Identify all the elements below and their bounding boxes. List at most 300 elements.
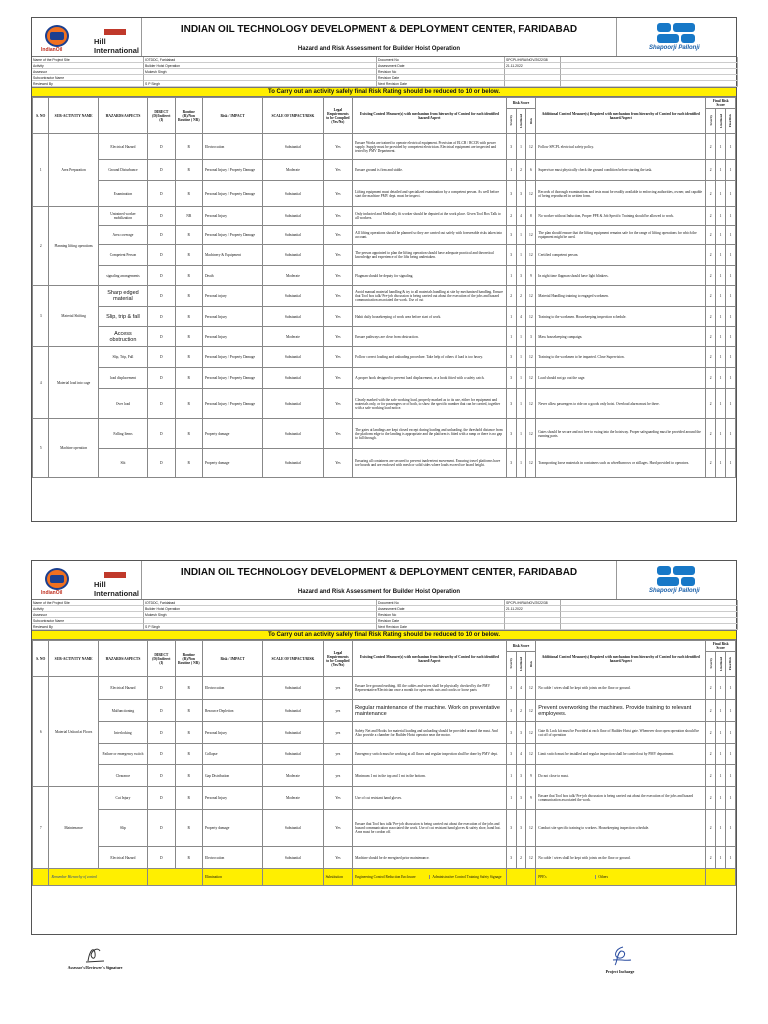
cell-final-severity: 2 [706, 245, 716, 266]
cell-likelihood: 1 [516, 134, 526, 160]
meta-label: Next Revision Date [377, 81, 505, 87]
assessor-signature-icon [80, 945, 110, 963]
cell-routine: R [175, 419, 202, 449]
meta-label: Activity [32, 63, 144, 69]
cell-scale: Substantial [263, 722, 323, 744]
cell-existing-control: Avoid manual material handling & try to all materials handling at site by mechanized handling. Ensure that Tool box talk/ Pre-job discussion is being carried out about the execution of the jobs and hazard communication associated the work. Use of cut [353, 286, 507, 307]
cell-risk-impact: Personal Injury / Property Damage [202, 389, 262, 419]
cell-severity: 3 [506, 245, 516, 266]
cell-risk: 12 [526, 722, 536, 744]
cell-existing-control: Follow correct loading and unloading procedure. Take help of others if load is too heavy. [353, 347, 507, 368]
cell-final-severity: 2 [706, 160, 716, 181]
cell-routine: NR [175, 207, 202, 226]
cell-routine: R [175, 787, 202, 810]
cell-scale: Substantial [263, 134, 323, 160]
cell-final-severity: 2 [706, 810, 716, 847]
cell-scale: Substantial [263, 226, 323, 245]
col-final-risk-value: Final Risk [728, 656, 733, 671]
project-incharge-signature-block [585, 945, 655, 974]
cell-risk-impact: Resource Depletion [202, 700, 262, 722]
col-final-risk: Final Risk Score [706, 98, 736, 109]
cell-additional-control: The plan should ensure that the lifting equipment remains safe for the range of lifting operations for which the equipment might be used. [536, 226, 706, 245]
cell-final-severity: 2 [706, 677, 716, 700]
cell-existing-control: A proper hook designed to prevent load displacement, or a hook fitted with a safety catch. [353, 368, 507, 389]
table-row [33, 266, 736, 286]
cell-routine: R [175, 389, 202, 419]
cell-direct: D [148, 327, 175, 347]
meta-value [505, 81, 561, 87]
cell-hazard: Malfunctioning [98, 700, 147, 722]
col-final-risk: Final Risk Score [706, 641, 736, 652]
col-scale: SCALE OF IMPACT/RISK [263, 641, 323, 677]
cell-final-severity: 2 [706, 307, 716, 327]
meta-label: Subcontractor Name [32, 75, 144, 81]
cell-risk-impact: Electrocution [202, 677, 262, 700]
meta-label: Revision No [377, 612, 505, 618]
shapoorji-logo-icon [657, 23, 695, 45]
cell-final-severity: 2 [706, 765, 716, 787]
cell-hazard: load displacement [98, 368, 147, 389]
meta-label: Reviewed By [32, 624, 144, 630]
cell-hazard: Electrical Hazard [98, 677, 147, 700]
risk-table [32, 640, 736, 886]
cell-final-severity: 2 [706, 327, 716, 347]
cell-risk-impact: Personal Injury / Property Damage [202, 347, 262, 368]
cell-legal: Yes [323, 181, 353, 207]
cell-existing-control: Safety Net and Hooks for material loading and unloading should be provided around the mast. And Also provide a chamber for Builder Hoist operator near the motor. [353, 722, 507, 744]
meta-value: IOTDDC, Faridabad [144, 57, 377, 63]
table-row [33, 787, 736, 810]
cell-hazard: Slit [98, 449, 147, 478]
cell-risk: 12 [526, 847, 536, 869]
meta-value: Builder Hoist Operation [144, 63, 377, 69]
col-risk-score: Risk Score [506, 98, 536, 109]
cell-risk-impact: Personal Injury [202, 307, 262, 327]
cell-final-severity: 2 [706, 347, 716, 368]
col-routine: Routine (R)/Non Routine ( NR) [175, 98, 202, 134]
cell-additional-control: No cable / wires shall be kept with joints on the floor or ground. [536, 847, 706, 869]
cell-legal: Yes [323, 810, 353, 847]
cell-legal: Yes [323, 368, 353, 389]
cell-risk: 12 [526, 744, 536, 765]
cell-sno: 5 [33, 419, 49, 478]
cell-additional-control: Load should not go out the cage. [536, 368, 706, 389]
cell-final-risk: 1 [725, 744, 735, 765]
col-direct: DIRECT (D)/Indirect (I) [148, 641, 175, 677]
table-row [33, 389, 736, 419]
table-row [33, 700, 736, 722]
risk-rating-banner: To Carry out an activity safely final Risk Rating should be reduced to 10 or below. [32, 631, 736, 640]
meta-label: Activity [32, 606, 144, 612]
cell-risk: 3 [526, 327, 536, 347]
shapoorji-logo-icon [657, 566, 695, 588]
cell-risk-impact: Personal Injury / Property Damage [202, 160, 262, 181]
table-row [33, 307, 736, 327]
meta-label: Reviewed By [32, 81, 144, 87]
cell-final-risk: 1 [725, 810, 735, 847]
cell-likelihood: 3 [516, 181, 526, 207]
cell-routine: R [175, 307, 202, 327]
cell-existing-control: Habit daily housekeeping of work area before start of work. [353, 307, 507, 327]
col-sub-activity: SUB-ACTIVITY NAME [49, 641, 98, 677]
cell-routine: R [175, 134, 202, 160]
cell-final-severity: 2 [706, 722, 716, 744]
cell-severity: 3 [506, 389, 516, 419]
cell-scale: Substantial [263, 368, 323, 389]
contractor-logo [616, 18, 736, 56]
cell-severity: 1 [506, 327, 516, 347]
cell-likelihood: 2 [516, 286, 526, 307]
cell-sno: 2 [33, 207, 49, 286]
meta-value [505, 624, 561, 630]
cell-final-risk: 1 [725, 765, 735, 787]
cell-likelihood: 1 [516, 347, 526, 368]
cell-additional-control: Mass housekeeping campaign. [536, 327, 706, 347]
cell-additional-control: Prevent overworking the machines. Provide training to relevant employees. [536, 700, 706, 722]
cell-final-severity: 2 [706, 181, 716, 207]
cell-routine: R [175, 449, 202, 478]
sheet-title: INDIAN OIL TECHNOLOGY DEVELOPMENT & DEPLOYMENT CENTER, FARIDABAD [180, 24, 578, 35]
cell-scale: Substantial [263, 810, 323, 847]
cell-final-risk: 1 [725, 347, 735, 368]
cell-risk-impact: Electrocution [202, 134, 262, 160]
cell-final-risk: 1 [725, 722, 735, 744]
cell-legal: yes [323, 744, 353, 765]
cell-direct: D [148, 389, 175, 419]
cell-routine: R [175, 700, 202, 722]
cell-final-risk: 1 [725, 847, 735, 869]
col-legal: Legal Requirements to be Complied (Yes/No) [323, 641, 353, 677]
cell-additional-control: Gate & Lock kit must be Provided at each floor of Builder Hoist gate. Whenever door open operation should be cut off of operation [536, 722, 706, 744]
cell-likelihood: 1 [516, 327, 526, 347]
cell-routine: R [175, 722, 202, 744]
cell-scale: Substantial [263, 847, 323, 869]
table-row [33, 160, 736, 181]
table-row [33, 810, 736, 847]
col-scale: SCALE OF IMPACT/RISK [263, 98, 323, 134]
cell-routine: R [175, 266, 202, 286]
cell-legal: Yes [323, 787, 353, 810]
cell-legal: Yes [323, 226, 353, 245]
cell-final-risk: 1 [725, 266, 735, 286]
col-severity: Severity [509, 658, 514, 669]
cell-hazard: Competent Person [98, 245, 147, 266]
cell-legal: Yes [323, 207, 353, 226]
cell-hazard: Interlocking [98, 722, 147, 744]
cell-legal: Yes [323, 347, 353, 368]
cell-additional-control: Follow SPCPL electrical safety policy. [536, 134, 706, 160]
cell-hazard: Sharp edged material [98, 286, 147, 307]
cell-risk: 6 [526, 160, 536, 181]
cell-legal: Yes [323, 307, 353, 327]
cell-hazard: Examination [98, 181, 147, 207]
cell-sub-activity: Material Shifting [49, 286, 98, 347]
meta-value: S P Singh [144, 624, 377, 630]
cell-scale: Moderate [263, 266, 323, 286]
cell-likelihood: 2 [516, 160, 526, 181]
cell-hazard: Access obstruction [98, 327, 147, 347]
cell-legal: yes [323, 765, 353, 787]
project-incharge-signature-icon [605, 945, 635, 967]
cell-existing-control: The person appointed to plan the lifting operation should have adequate practical and theoretical knowledge and experience of the lifts being undertaken. [353, 245, 507, 266]
cell-final-risk: 1 [725, 368, 735, 389]
cell-existing-control: Regular maintenance of the machine. Work on preventative maintenance [353, 700, 507, 722]
cell-final-severity: 2 [706, 847, 716, 869]
cell-severity: 3 [506, 181, 516, 207]
col-routine: Routine (R)/Non Routine ( NR) [175, 641, 202, 677]
cell-final-likelihood: 1 [716, 160, 726, 181]
cell-scale: Substantial [263, 700, 323, 722]
cell-severity: 1 [506, 160, 516, 181]
meta-value: SPCPL/HIRA/NOV/2022/38 [505, 57, 561, 63]
cell-sub-activity: Material load into cage [49, 347, 98, 419]
cell-hazard: Falling Items [98, 419, 147, 449]
cell-legal: Yes [323, 389, 353, 419]
cell-scale: Moderate [263, 160, 323, 181]
cell-risk: 12 [526, 419, 536, 449]
cell-legal: Yes [323, 266, 353, 286]
cell-sub-activity: Machine operation [49, 419, 98, 478]
sheet-header [32, 561, 736, 600]
cell-final-severity: 2 [706, 389, 716, 419]
hira-sheet-1 [31, 17, 737, 522]
cell-final-severity: 2 [706, 787, 716, 810]
col-hazards: HAZARDS/ASPECTS [98, 641, 147, 677]
cell-final-severity: 2 [706, 700, 716, 722]
cell-hazard: Electrical Hazard [98, 134, 147, 160]
indianoil-logo-text: IndianOil [41, 590, 63, 596]
col-final-risk-value: Final Risk [728, 113, 733, 128]
cell-scale: Substantial [263, 307, 323, 327]
cell-direct: D [148, 787, 175, 810]
cell-final-likelihood: 1 [716, 181, 726, 207]
meta-value: Mukesh Singh [144, 69, 377, 75]
cell-severity: 2 [506, 286, 516, 307]
cell-routine: R [175, 847, 202, 869]
cell-additional-control: In night time flagman should have light blinkers. [536, 266, 706, 286]
cell-risk-impact: Personal Injury [202, 207, 262, 226]
col-risk-impact: Risk / IMPACT [202, 98, 262, 134]
cell-final-severity: 2 [706, 286, 716, 307]
cell-hazard: Slip, Trip, Fall [98, 347, 147, 368]
cell-direct: D [148, 449, 175, 478]
cell-scale: Moderate [263, 327, 323, 347]
col-final-severity: Severity [708, 658, 713, 669]
cell-severity: 1 [506, 765, 516, 787]
cell-risk-impact: Property damage [202, 419, 262, 449]
cell-final-risk: 1 [725, 389, 735, 419]
col-additional-controls: Additional Control Measure(s) Required with mechanism from hierarchy of Control for each identified hazard/Aspect [536, 98, 706, 134]
cell-existing-control: Lifting equipment must detailed and specialized examination by a competent person. As well before start the machine PMV dept. must be inspect. [353, 181, 507, 207]
cell-sno: 1 [33, 134, 49, 207]
col-sno: S. NO [33, 98, 49, 134]
cell-legal: yes [323, 700, 353, 722]
cell-final-likelihood: 1 [716, 449, 726, 478]
cell-legal: Yes [323, 419, 353, 449]
hill-logo-text: Hill International [94, 37, 140, 55]
cell-risk: 12 [526, 245, 536, 266]
indianoil-logo-icon [45, 568, 69, 590]
cell-likelihood: 1 [516, 389, 526, 419]
cell-risk-impact: Personal Injury / Property Damage [202, 226, 262, 245]
cell-routine: R [175, 226, 202, 245]
cell-direct: D [148, 810, 175, 847]
cell-direct: D [148, 307, 175, 327]
cell-sno: 6 [33, 677, 49, 787]
cell-severity: 3 [506, 722, 516, 744]
cell-additional-control: No worker without Induction, Proper PPE & Job Specific Training should be allowed to work. [536, 207, 706, 226]
project-incharge-label: Project Incharge [605, 969, 635, 974]
cell-final-likelihood: 1 [716, 765, 726, 787]
col-final-severity: Severity [708, 115, 713, 126]
hierarchy-ppe: PPE's [538, 875, 547, 879]
col-severity: Severity [509, 115, 514, 126]
col-likelihood: Likelihood [518, 113, 523, 128]
cell-likelihood: 3 [516, 765, 526, 787]
cell-additional-control: Gates should be secure and not free to swing into the hoistway. Proper safeguarding must be provided around the running parts. [536, 419, 706, 449]
col-sub-activity: SUB-ACTIVITY NAME [49, 98, 98, 134]
cell-final-likelihood: 1 [716, 347, 726, 368]
col-final-likelihood: Likelihood [718, 656, 723, 671]
cell-risk: 9 [526, 787, 536, 810]
cell-final-likelihood: 1 [716, 134, 726, 160]
cell-final-likelihood: 1 [716, 286, 726, 307]
cell-final-risk: 1 [725, 160, 735, 181]
cell-final-risk: 1 [725, 677, 735, 700]
cell-direct: D [148, 744, 175, 765]
cell-existing-control: Ensure live ground earthing. All the cables and wires shall be physically checked by the PMV Representative/Electrician once a month for open ends cuts and cracks or loose parts [353, 677, 507, 700]
cell-likelihood: 3 [516, 810, 526, 847]
hill-international-logo [94, 29, 141, 55]
cell-risk: 12 [526, 286, 536, 307]
col-existing-controls: Existing Control Measure(s) with mechanism from hierarchy of Control for each identified hazard/Aspect [353, 641, 507, 677]
cell-direct: D [148, 347, 175, 368]
meta-label: Assessment Date [377, 63, 505, 69]
cell-direct: D [148, 286, 175, 307]
table-row [33, 134, 736, 160]
cell-final-risk: 1 [725, 327, 735, 347]
cell-final-risk: 1 [725, 449, 735, 478]
cell-direct: D [148, 677, 175, 700]
cell-legal: yes [323, 722, 353, 744]
cell-routine: R [175, 160, 202, 181]
meta-label: Subcontractor Name [32, 618, 144, 624]
cell-risk: 12 [526, 181, 536, 207]
shapoorji-logo-text: Shapoorji Pallonji [649, 588, 700, 594]
cell-risk-impact: Personal Injury / Property Damage [202, 368, 262, 389]
meta-value: S P Singh [144, 81, 377, 87]
cell-likelihood: 4 [516, 744, 526, 765]
cell-existing-control: The gates at landings are kept closed except during loading and unloading. the threshold distance from the platform edge to the landing is appropriate and the platform is fitted with a ramp or there is no gap to fall through. [353, 419, 507, 449]
cell-additional-control: Limit switch must be installed and regular inspection shall be carried out by PMV department. [536, 744, 706, 765]
sheet-header [32, 18, 736, 57]
sheet-title: INDIAN OIL TECHNOLOGY DEVELOPMENT & DEPLOYMENT CENTER, FARIDABAD [180, 567, 578, 578]
cell-scale: Moderate [263, 765, 323, 787]
meta-label: Document No [377, 600, 505, 606]
cell-scale: Substantial [263, 744, 323, 765]
cell-routine: R [175, 286, 202, 307]
cell-routine: R [175, 327, 202, 347]
cell-existing-control: Ensure pathways are clear from obstruction. [353, 327, 507, 347]
cell-final-severity: 2 [706, 266, 716, 286]
risk-table [32, 97, 736, 478]
cell-final-likelihood: 1 [716, 787, 726, 810]
cell-existing-control: Ensure that Tool box talk/ Pre-job discussion is being carried out about the execution of the jobs and hazard communication associated the work. Use of cut resistant hand gloves & safety shoe, hand hat. Area must be cordon off. [353, 810, 507, 847]
cell-legal: Yes [323, 286, 353, 307]
hierarchy-others: Others [595, 875, 705, 879]
cell-risk-impact: Personal Injury [202, 787, 262, 810]
client-logos [32, 561, 142, 599]
col-likelihood: Likelihood [518, 656, 523, 671]
cell-final-likelihood: 1 [716, 722, 726, 744]
cell-scale: Substantial [263, 245, 323, 266]
cell-severity: 3 [506, 347, 516, 368]
cell-additional-control: Transporting loose materials in containers such as wheelbarrows or stillages. Hard provided to operators. [536, 449, 706, 478]
cell-additional-control: Ensure that Tool box talk/ Pre-job discussion is being carried out about the execution of the jobs and hazard communication associated the work. [536, 787, 706, 810]
cell-severity: 2 [506, 207, 516, 226]
meta-value: 21.11.2022 [505, 63, 561, 69]
cell-risk: 12 [526, 134, 536, 160]
cell-severity: 3 [506, 134, 516, 160]
cell-routine: R [175, 347, 202, 368]
cell-legal: Yes [323, 847, 353, 869]
cell-final-likelihood: 1 [716, 677, 726, 700]
cell-final-likelihood: 1 [716, 419, 726, 449]
cell-hazard: signaling arrangements [98, 266, 147, 286]
col-hazards: HAZARDS/ASPECTS [98, 98, 147, 134]
cell-risk: 12 [526, 389, 536, 419]
cell-likelihood: 3 [516, 787, 526, 810]
cell-final-likelihood: 1 [716, 327, 726, 347]
cell-final-risk: 1 [725, 226, 735, 245]
cell-risk-impact: Personal Injury [202, 722, 262, 744]
col-risk-impact: Risk / IMPACT [202, 641, 262, 677]
cell-existing-control: Ensure Works are trained to operate electrical equipment. Provision of ELCB / RCCB with power supply. Supply must be provided by competent electrician. Electrical equipment are inspected and tested by PMV Department. [353, 134, 507, 160]
cell-legal: Yes [323, 160, 353, 181]
cell-sub-activity: Material Unload at Floors [49, 677, 98, 787]
indianoil-logo-text: IndianOil [41, 47, 63, 53]
cell-risk: 12 [526, 449, 536, 478]
cell-likelihood: 3 [516, 722, 526, 744]
cell-routine: R [175, 245, 202, 266]
cell-risk-impact: Machinery & Equipment [202, 245, 262, 266]
cell-additional-control: Training to the workmen to be imparted. Close Supervision. [536, 347, 706, 368]
cell-likelihood: 1 [516, 226, 526, 245]
cell-severity: 3 [506, 449, 516, 478]
cell-risk: 9 [526, 266, 536, 286]
cell-likelihood: 2 [516, 700, 526, 722]
cell-legal: yes [323, 677, 353, 700]
cell-existing-control: Machine should be de energized prior maintenance. [353, 847, 507, 869]
cell-severity: 3 [506, 677, 516, 700]
contractor-logo [616, 561, 736, 599]
col-sno: S. NO [33, 641, 49, 677]
cell-routine: R [175, 810, 202, 847]
cell-additional-control: Material Handling training to engaged workmen. [536, 286, 706, 307]
cell-likelihood: 1 [516, 245, 526, 266]
cell-scale: Substantial [263, 207, 323, 226]
cell-existing-control: Minimum 1 mt in the top and 1 mt in the bottom. [353, 765, 507, 787]
col-risk: Risk [528, 660, 533, 667]
table-row [33, 449, 736, 478]
cell-scale: Substantial [263, 389, 323, 419]
meta-label: Document No [377, 57, 505, 63]
cell-legal: Yes [323, 327, 353, 347]
col-direct: DIRECT (D)/Indirect (I) [148, 98, 175, 134]
cell-likelihood: 4 [516, 207, 526, 226]
cell-final-risk: 1 [725, 207, 735, 226]
cell-severity: 3 [506, 419, 516, 449]
